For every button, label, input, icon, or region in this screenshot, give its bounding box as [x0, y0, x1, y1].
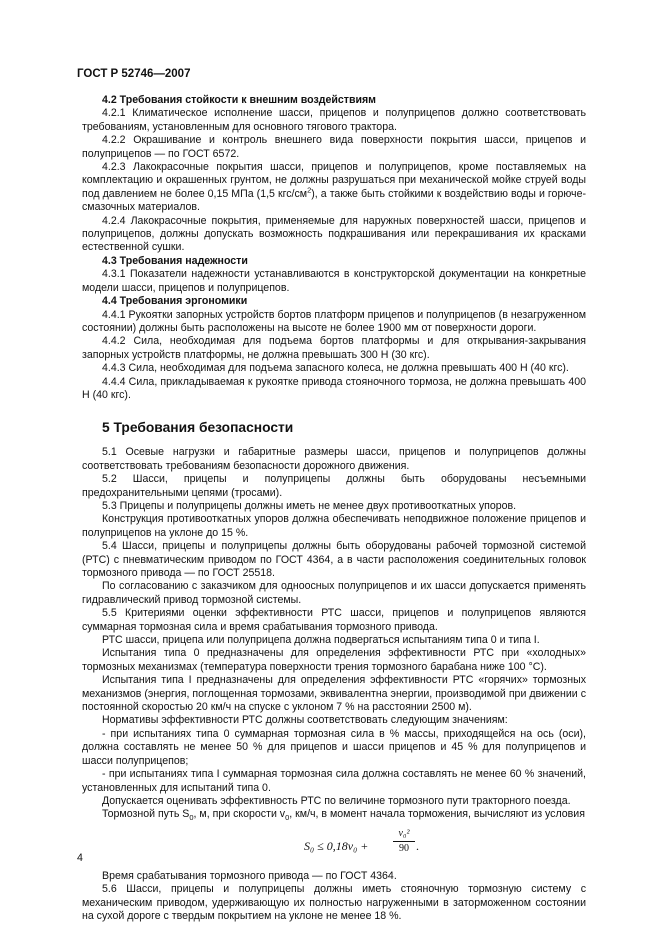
paragraph-4-2-3-part-b: ), а также быть стойкими к воздействию воды и горюче-смазочных материалов. [82, 187, 586, 214]
paragraph-5-3: 5.3 Прицепы и полуприцепы должны иметь не менее двух противооткатных упоров. [102, 499, 517, 512]
paragraph-5-5-d: Испытания типа I предназначены для определения эффективности РТС «горячих» тормозных механизмов (энергия, поглощенная тормозами, эквивалентна энергии, производимой при движении с постоянной скоростью 20 км/ч на спуске с уклоном 7 % на расстоянии 2500 м). [82, 674, 586, 714]
paragraph-5-6: 5.6 Шасси, прицепы и полуприцепы должны иметь стояночную тормозную систему с механическим приводом, удерживающую их полностью нагруженными в заторможенном состоянии на сухой дороге с твердым покрытием на уклоне не менее 18 %. [82, 883, 586, 922]
paragraph-4-4-4: 4.4.4 Сила, прикладываемая к рукоятке привода стояночного тормоза, не должна превышать 400 Н (40 кгс). [82, 375, 586, 401]
braking-distance-formula [82, 828, 586, 864]
paragraph-4-4-2: 4.4.2 Сила, необходимая для подъема бортов платформы и для открывания-закрывания запорных устройств платформы, не должна превышать 300 Н (30 кгс). [82, 335, 586, 361]
subsection-4-3-heading: 4.3 Требования надежности [102, 254, 248, 267]
paragraph-4-2-4: 4.2.4 Лакокрасочные покрытия, применяемые для наружных поверхностей шасси, прицепов и полуприцепов, должны допускать возможность подкрашивания или перекрашивания их красками естественной сушки. [82, 214, 586, 254]
subscript-0-s: 0 [189, 813, 194, 823]
formula-left-side: S₀ ≤ 0,18v₀ + [304, 838, 369, 853]
paragraph-4-3-1: 4.3.1 Показатели надежности устанавливаются в конструкторской документации на конкретные модели шасси, прицепов и полуприцепов. [82, 268, 586, 294]
paragraph-4-4-1: 4.4.1 Рукоятки запорных устройств бортов платформ прицепов и полуприцепов (в незагруженном состоянии) должны быть расположены на высоте не более 1900 мм от поверхности дороги. [82, 308, 586, 334]
paragraph-5-5-i-part-c: , км/ч, в момент начала торможения, вычисляют из условия [289, 808, 585, 821]
paragraph-5-1: 5.1 Осевые нагрузки и габаритные размеры шасси, прицепов и полуприцепов должны соответствовать требованиям безопасности дорожного движения. [82, 446, 586, 472]
paragraph-5-3-b: Конструкция противооткатных упоров должна обеспечивать неподвижное положение прицепов и полуприцепов на уклоне до 15 %. [82, 513, 586, 539]
paragraph-5-5-e: Нормативы эффективности РТС должны соответствовать следующим значениям: [102, 714, 508, 727]
paragraph-5-5-b: РТС шасси, прицепа или полуприцепа должна подвергаться испытаниям типа 0 и типа I. [102, 634, 540, 647]
formula-denominator: 90 [399, 842, 409, 854]
subsection-4-4-heading: 4.4 Требования эргономики [102, 295, 248, 308]
formula-fraction [393, 828, 415, 855]
document-code: ГОСТ Р 52746—2007 [77, 68, 191, 80]
paragraph-4-2-3 [82, 161, 586, 215]
paragraph-4-2-3-part-a: 4.2.3 Лакокрасочные покрытия шасси, прицепов и полуприцепов, кроме поставляемых на комплектацию и окрашенных грунтом, не должны разрушаться при механической мойке струей воды под давлением не более 0,15 МПа (1,5 кгс/см [82, 161, 586, 200]
paragraph-5-5-f: - при испытаниях типа 0 суммарная тормозная сила в % массы, приходящейся на ось (оси), должна составлять не менее 50 % для прицепов и шасси прицепов и 45 % для полуприцепов и шасси полуприцепов; [82, 727, 586, 767]
page-content [82, 94, 586, 923]
paragraph-5-5-g: - при испытаниях типа I суммарная тормозная сила должна составлять не менее 60 % значений, установленных для испытаний типа 0. [82, 768, 586, 794]
paragraph-5-5-h: Допускается оценивать эффективность РТС по величине тормозного пути тракторного поезда. [102, 794, 571, 807]
superscript-2: 2 [307, 185, 312, 195]
paragraph-5-5-j: Время срабатывания тормозного привода — по ГОСТ 4364. [102, 869, 397, 882]
formula-numerator: v₀² [398, 827, 410, 839]
paragraph-5-4: 5.4 Шасси, прицепы и полуприцепы должны быть оборудованы рабочей тормозной системой (РТС) с пневматическим приводом по ГОСТ 4364, а в части расположения соединительных головок тормозного привода — по ГОСТ 25518. [82, 540, 586, 579]
section-5-heading: 5 Требования безопасности [102, 420, 294, 436]
paragraph-4-2-1: 4.2.1 Климатическое исполнение шасси, прицепов и полуприцепов должно соответствовать требованиям, установленным для основного тягового трактора. [82, 107, 586, 133]
formula-end: . [416, 838, 419, 853]
paragraph-5-4-b: По согласованию с заказчиком для одноосных полуприцепов и их шасси допускается применять гидравлический привод тормозной системы. [82, 580, 586, 606]
subscript-0-v: 0 [285, 813, 290, 823]
paragraph-5-5-i-part-a: Тормозной путь S [102, 808, 190, 821]
paragraph-5-5-i-part-b: , м, при скорости v [193, 808, 286, 821]
paragraph-4-4-3: 4.4.3 Сила, необходимая для подъема запасного колеса, не должна превышать 400 Н (40 кгс). [102, 362, 569, 375]
paragraph-5-5: 5.5 Критериями оценки эффективности РТС шасси, прицепов и полуприцепов являются суммарная тормозная сила и время срабатывания тормозного привода. [82, 607, 586, 633]
paragraph-5-5-i [82, 808, 586, 821]
paragraph-5-5-c: Испытания типа 0 предназначены для определения эффективности РТС при «холодных» тормозных механизмах (температура поверхности трения тормозного барабана ниже 100 °С). [82, 647, 586, 673]
paragraph-5-2: 5.2 Шасси, прицепы и полуприцепы должны быть оборудованы несъемными предохранительными цепями (тросами). [82, 473, 586, 499]
subsection-4-2-heading: 4.2 Требования стойкости к внешним воздействиям [102, 94, 377, 106]
fraction-bar [393, 841, 415, 842]
page-number: 4 [77, 852, 83, 864]
paragraph-4-2-2: 4.2.2 Окрашивание и контроль внешнего вида поверхности покрытия шасси, прицепов и полуприцепов — по ГОСТ 6572. [82, 134, 586, 160]
